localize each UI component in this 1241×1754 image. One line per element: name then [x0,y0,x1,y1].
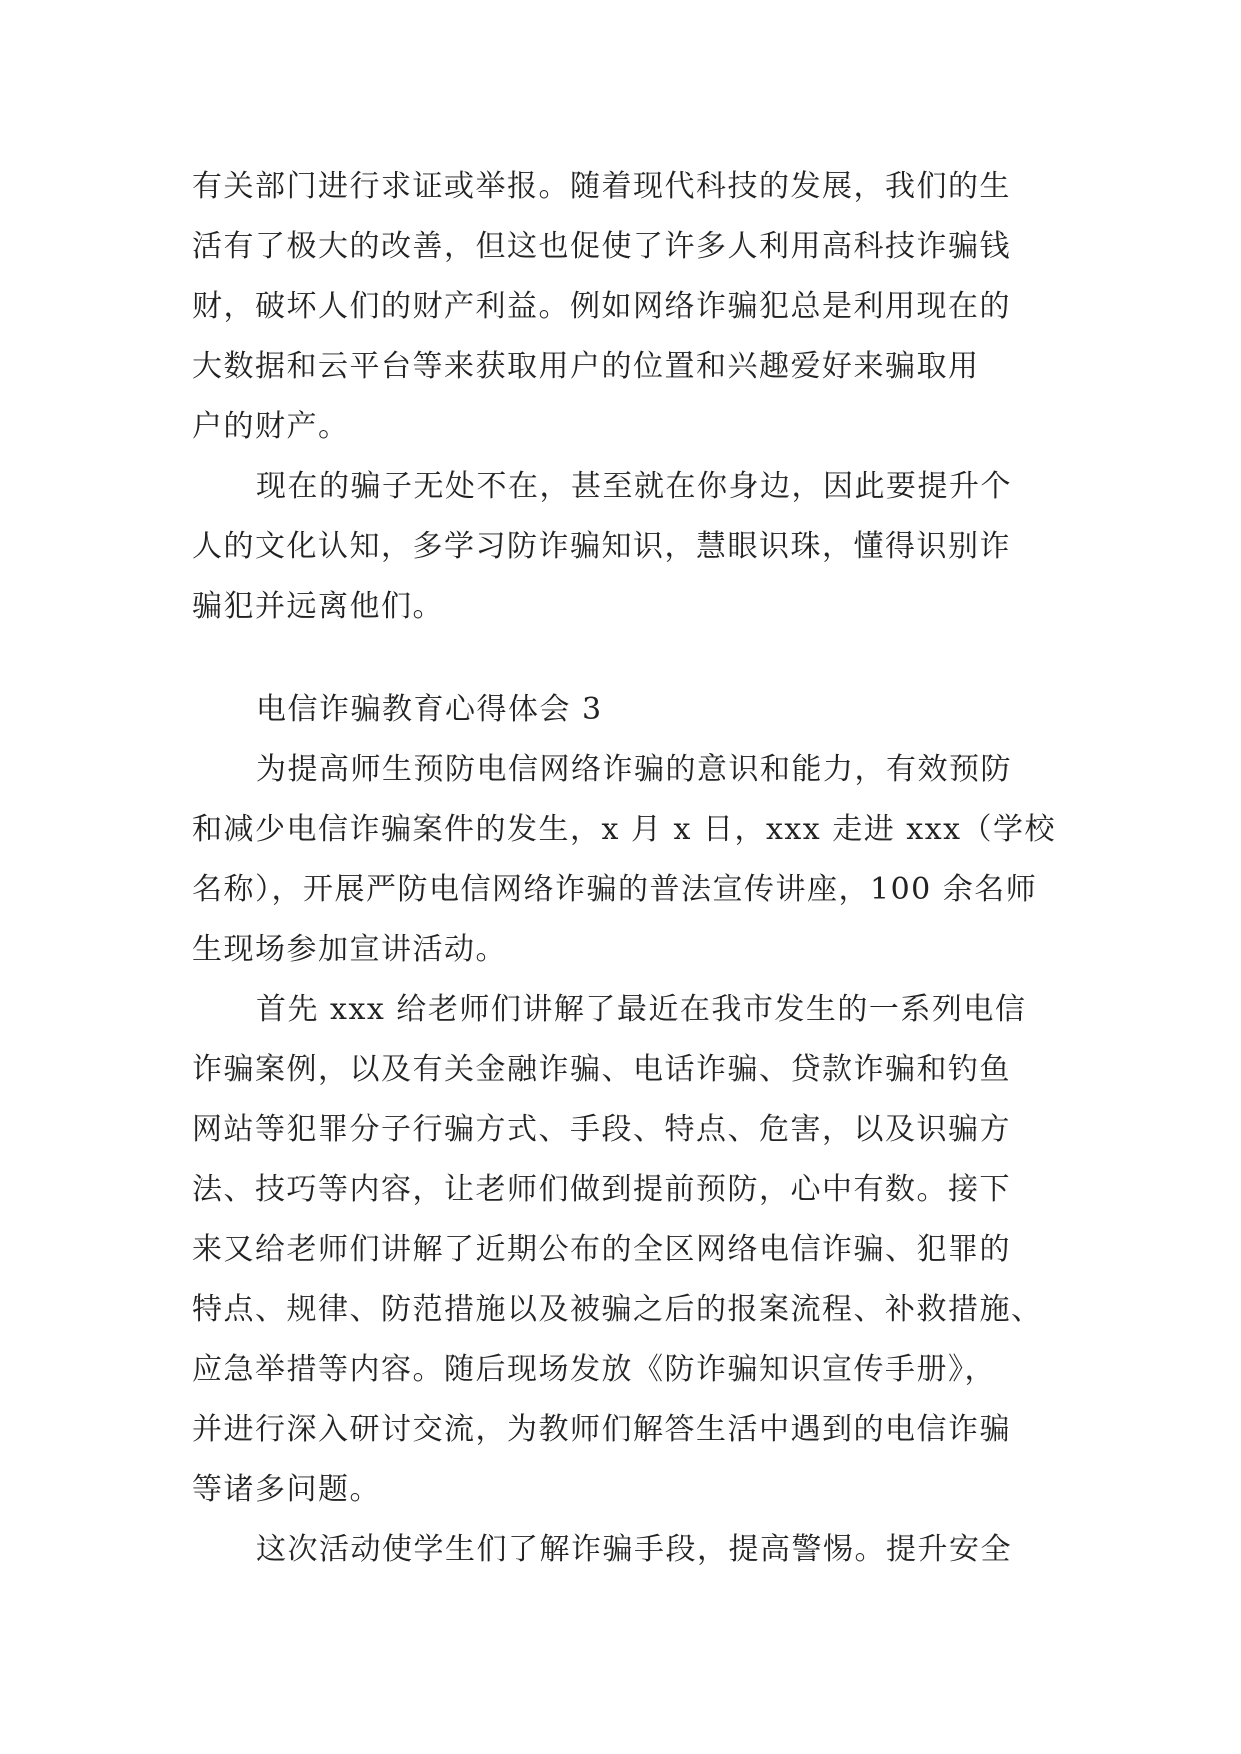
paragraph-line: 财，破坏人们的财产利益。例如网络诈骗犯总是利用现在的 [192,289,1011,324]
paragraph-line: 有关部门进行求证或举报。随着现代科技的发展，我们的生 [192,169,1011,204]
section-title: 电信诈骗教育心得体会 3 [256,692,603,727]
paragraph-line: 并进行深入研讨交流，为教师们解答生活中遇到的电信诈骗 [192,1412,1011,1447]
section-text-block [192,680,1057,1580]
top-text-block [192,157,1052,637]
paragraph-line: 生现场参加宣讲活动。 [192,932,507,967]
paragraph-line: 等诸多问题。 [192,1472,381,1507]
paragraph-line: 法、技巧等内容，让老师们做到提前预防，心中有数。接下 [192,1172,1011,1207]
paragraph-line: 为提高师生预防电信网络诈骗的意识和能力，有效预防 [256,752,1012,787]
paragraph-line: 诈骗案例，以及有关金融诈骗、电话诈骗、贷款诈骗和钓鱼 [192,1052,1011,1087]
paragraph-line: 骗犯并远离他们。 [192,589,444,624]
paragraph-line: 这次活动使学生们了解诈骗手段，提高警惕。提升安全 [256,1532,1012,1567]
paragraph-line: 活有了极大的改善，但这也促使了许多人利用高科技诈骗钱 [192,229,1011,264]
paragraph-line: 大数据和云平台等来获取用户的位置和兴趣爱好来骗取用 [192,349,980,384]
paragraph-line: 网站等犯罪分子行骗方式、手段、特点、危害，以及识骗方 [192,1112,1011,1147]
paragraph-line: 应急举措等内容。随后现场发放《防诈骗知识宣传手册》， [192,1352,996,1387]
paragraph-line: 和减少电信诈骗案件的发生，x 月 x 日，xxx 走进 xxx（学校 [192,812,1057,847]
paragraph-line: 来又给老师们讲解了近期公布的全区网络电信诈骗、犯罪的 [192,1232,1011,1267]
paragraph-line: 现在的骗子无处不在，甚至就在你身边，因此要提升个 [256,469,1012,504]
paragraph-line: 人的文化认知，多学习防诈骗知识，慧眼识珠，懂得识别诈 [192,529,1011,564]
paragraph-line: 户的财产。 [192,409,350,444]
paragraph-line: 首先 xxx 给老师们讲解了最近在我市发生的一系列电信 [256,992,1027,1027]
paragraph-line: 特点、规律、防范措施以及被骗之后的报案流程、补救措施、 [192,1292,1043,1327]
paragraph-line: 名称），开展严防电信网络诈骗的普法宣传讲座，100 余名师 [192,872,1038,907]
